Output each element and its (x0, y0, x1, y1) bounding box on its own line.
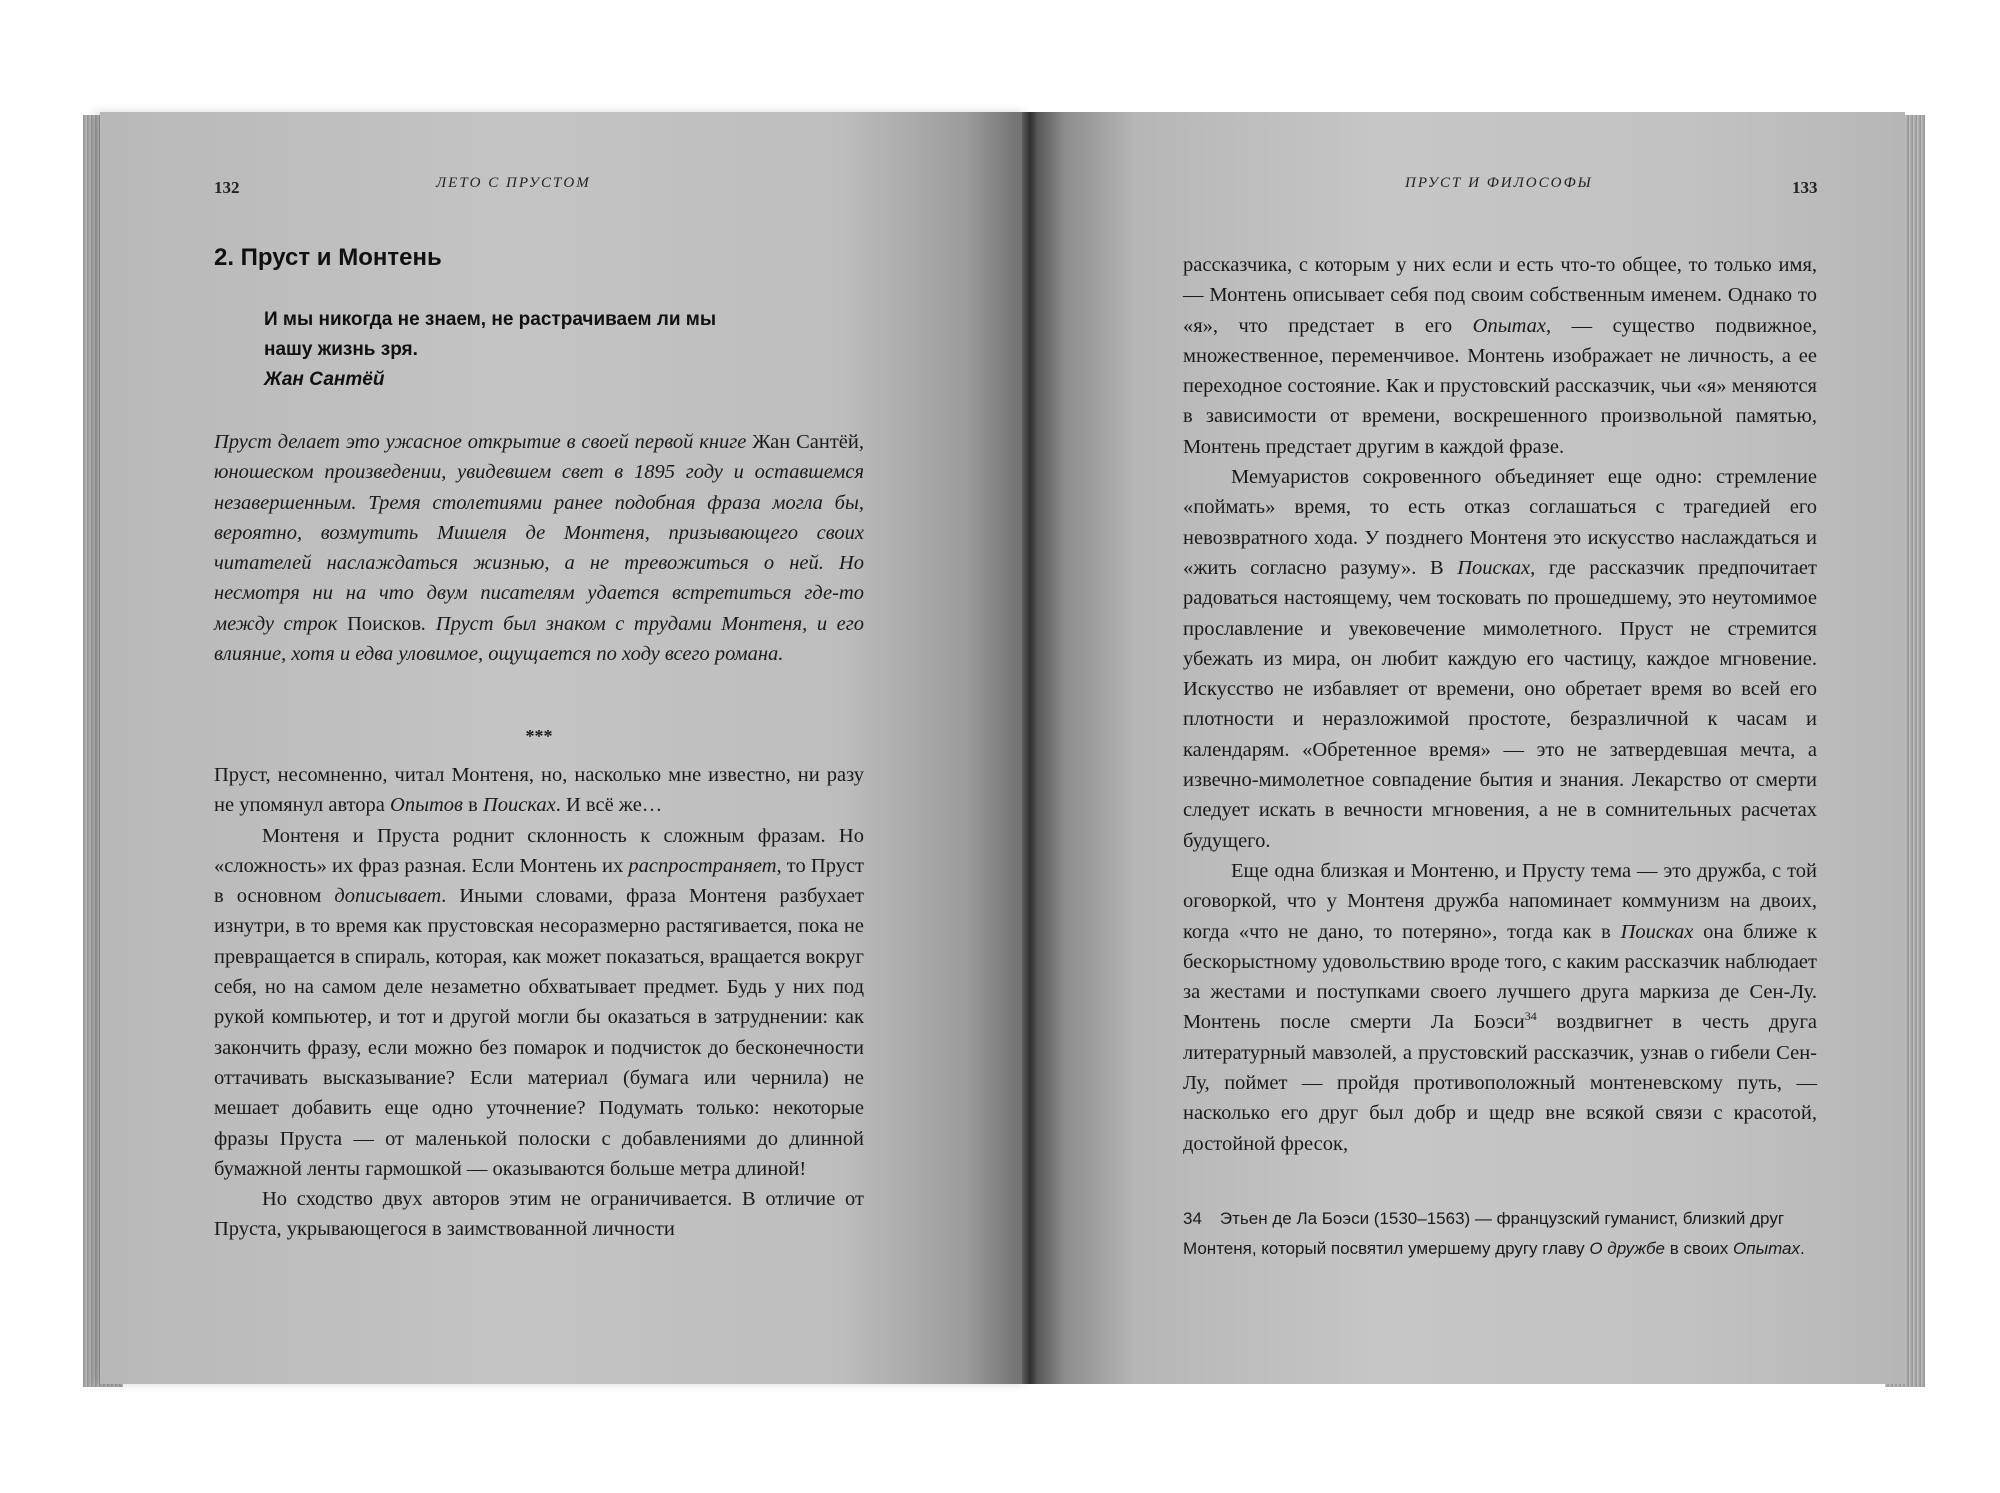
text-run: в (462, 794, 483, 817)
italic-title: Поисках (1457, 556, 1531, 579)
epigraph-line-2: нашу жизнь зря. (264, 339, 418, 360)
text-run: Мемуаристов сокровенного объединяет еще одно: стремление «поймать» время, то есть отказ соглашаться с трагедией его невозвратного хода. У позднего Монтеня это искусство наслаждаться и «жить согласно разуму». В (1183, 466, 1817, 579)
text-run: Еще одна близкая и Монтеню, и Прусту тема — это дружба, с той оговоркой, что у Монтеня дружба напоминает коммунизм на двоих, когда «что не дано, то потеряно», тогда как в (1183, 859, 1817, 943)
footnote-italic-title: Опытах (1733, 1239, 1801, 1258)
footnote-text: Этьен де Ла Боэси (1530–1563) — французский гуманист, близкий друг Монтеня, который посвятил умершему другу главу (1183, 1209, 1785, 1258)
left-body-text (214, 760, 864, 1245)
left-running-head: ЛЕТО С ПРУСТОМ (436, 175, 591, 191)
paragraph (1183, 250, 1817, 462)
text-run: . Иными словами, фраза Монтеня разбухает изнутри, в то время как прустовская несоразмерно растягивается, пока не превращается в спираль, которая, как может показаться, вращается вокруг себя, но на самом деле незаметно обхватывает предмет. Будь у них под рукой компьютер, и тот и другой могли бы оказаться в затруднении: как закончить фразу, если можно без помарок и подчисток до бесконечности оттачивать высказывание? Если материал (бумага или чернила) не мешает добавить еще одно уточнение? Подумать только: некоторые фразы Пруста — от маленькой полоски с добавлениями до длинной бумажной ленты гармошкой — оказываются больше метра длиной! (214, 885, 864, 1180)
intro-text-3: . Пруст был знаком с трудами Монтеня, и его влияние, хотя и едва уловимое, ощущается по ходу всего романа. (214, 612, 864, 666)
book-gutter (1022, 112, 1038, 1384)
italic-title: Поисках (1620, 920, 1694, 943)
text-run: рассказчика, с которым у них если и есть что-то общее, то только имя, — Монтень описывает себя под своим собственным именем. Однако то «я», что предстает в его (1183, 254, 1817, 337)
text-run: Монтеня и Пруста роднит склонность к сложным фразам. Но «сложность» их фраз разная. Если Монтень их (214, 824, 864, 877)
footnote-text: в своих (1665, 1239, 1733, 1258)
italic-word: распространяет (628, 854, 777, 877)
left-page-number: 132 (214, 178, 240, 197)
right-page-number: 133 (1792, 178, 1818, 197)
text-run: , — существо подвижное, множественное, переменчивое. Монтень изображает не личность, а ее переходное состояние. Как и прустовский рассказчик, чьи «я» меняются в зависимости от времени, воскрешенного произвольной памятью, Монтень предстает другим в каждой фразе. (1183, 314, 1817, 458)
right-running-head: ПРУСТ И ФИЛОСОФЫ (1405, 175, 1593, 191)
epigraph-line-1: И мы никогда не знаем, не растрачиваем ли мы (264, 309, 717, 330)
footnote-number: 34 (1183, 1209, 1202, 1228)
italic-title: Опытов (390, 794, 463, 817)
epigraph (264, 305, 824, 395)
text-run: воздвигнет в честь друга литературный мавзолей, а прустовский рассказчик, узнав о гибели Сен-Лу, поймет — пройдя противоположный монтеневскому путь, — насколько его друг был добр и щедр вне всякой связи с красотой, достойной фресок, (1183, 1011, 1817, 1155)
text-run: . И всё же… (555, 794, 663, 817)
intro-text-2: , юношеском произведении, увидевшем свет в 1895 году и оставшемся незавершенным. Тремя столетиями ранее подобная фраза могла бы, вероятно, возмутить Мишеля де Монтеня, призывающего своих читателей наслаждаться жизнью, а не тревожиться о ней. Но несмотря ни на что двум писателям удается встретиться где-то между строк (214, 431, 864, 635)
paragraph (1183, 462, 1817, 856)
intro-paragraph (214, 427, 864, 669)
italic-word: дописывает (334, 885, 442, 908)
right-body-text (1183, 250, 1817, 1159)
footnote-italic-title: О дружбе (1589, 1239, 1665, 1258)
section-separator: *** (525, 726, 553, 746)
text-run: , где рассказчик предпочитает радоваться настоящему, чем тосковать по прошедшему, это неутомимое прославление и увековечение мимолетного. Пруст не стремится убежать из мира, он любит каждую его частицу, каждое мгновение. Искусство не избавляет от времени, оно обретает время во всей его плотности и неразложимой простоте, безразличной к часам и календарям. «Обретенное время» — это не затвердевшая мечта, а извечно-мимолетное совпадение бытия и знания. Лекарство от смерти следует искать в вечности мгновения, а не в сомнительных расчетах будущего. (1183, 556, 1817, 852)
paragraph (1183, 856, 1817, 1159)
intro-text-1: Пруст делает это ужасное открытие в своей первой книге (214, 431, 753, 453)
paragraph (214, 760, 864, 821)
italic-title: Поисках (482, 794, 556, 817)
epigraph-author: Жан Сантёй (264, 369, 385, 390)
text-run: она ближе к бескорыстному удовольствию вроде того, с каким рассказчик наблюдает за жестами и поступками своего лучшего друга маркиза де Сен-Лу. Монтень после смерти Ла Боэси (1183, 920, 1817, 1034)
text-run: Пруст, несомненно, читал Монтеня, но, насколько мне известно, ни разу не упомянул автора (214, 764, 864, 817)
footnote (1183, 1204, 1828, 1264)
chapter-title: 2. Пруст и Монтень (214, 244, 442, 271)
intro-book-title-2: Поисков (347, 612, 422, 635)
footnote-marker: 34 (1524, 1009, 1537, 1024)
italic-title: Опытах (1472, 314, 1546, 337)
intro-book-title: Жан Сантёй (752, 431, 859, 453)
paragraph (214, 821, 864, 1185)
paragraph: Но сходство двух авторов этим не ограничивается. В отличие от Пруста, укрывающегося в заимствованной личности (214, 1188, 864, 1241)
text-run: , то Пруст в основном (214, 854, 865, 908)
footnote-text: . (1800, 1239, 1805, 1258)
